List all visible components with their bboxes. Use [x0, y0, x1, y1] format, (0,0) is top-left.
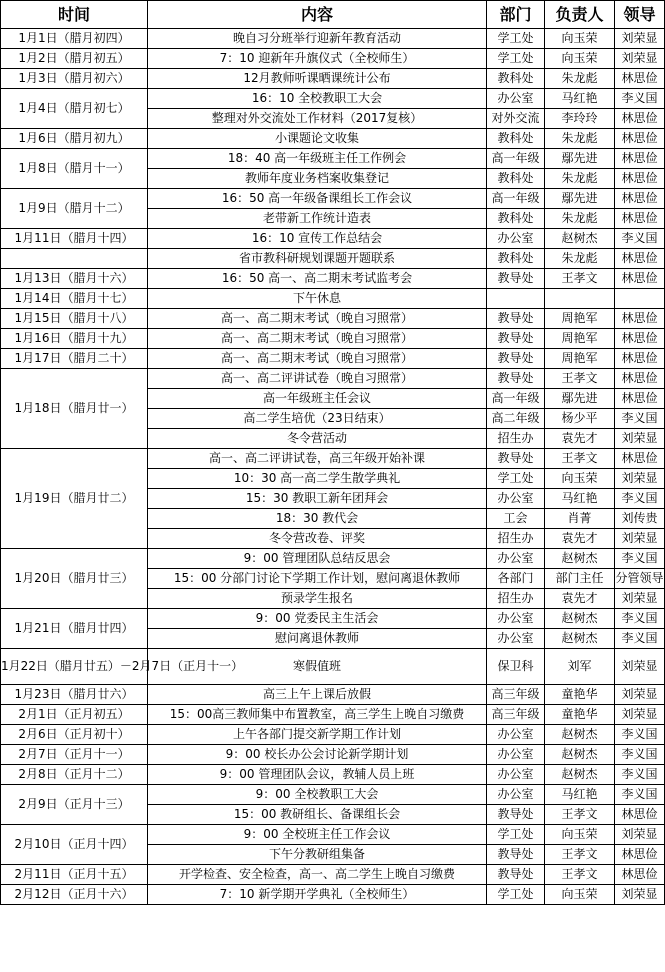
content-cell: 9：00 管理团队会议，教辅人员上班 — [148, 765, 487, 785]
content-cell: 高一、高二期末考试（晚自习照常） — [148, 349, 487, 369]
header-dept: 部门 — [487, 1, 545, 29]
dept-cell: 学工处 — [487, 885, 545, 905]
dept-cell: 办公室 — [487, 765, 545, 785]
content-cell: 高一年级班主任会议 — [148, 389, 487, 409]
leader-cell: 林思俭 — [615, 149, 665, 169]
leader-cell: 刘荣显 — [615, 429, 665, 449]
date-cell: 2月9日（正月十三） — [1, 785, 148, 825]
leader-cell: 刘荣显 — [615, 49, 665, 69]
dept-cell: 高二年级 — [487, 409, 545, 429]
date-cell: 1月15日（腊月十八） — [1, 309, 148, 329]
table-row — [1, 49, 665, 69]
owner-cell: 鄢先进 — [545, 389, 615, 409]
leader-cell: 刘荣显 — [615, 29, 665, 49]
date-cell: 1月6日（腊月初九） — [1, 129, 148, 149]
date-cell: 2月6日（正月初十） — [1, 725, 148, 745]
content-cell: 教师年度业务档案收集登记 — [148, 169, 487, 189]
owner-cell: 童艳华 — [545, 685, 615, 705]
date-cell: 1月20日（腊月廿三） — [1, 549, 148, 609]
dept-cell: 教导处 — [487, 865, 545, 885]
dept-cell: 高三年级 — [487, 705, 545, 725]
content-cell: 小课题论文收集 — [148, 129, 487, 149]
content-cell: 省市教科研规划课题开题联系 — [148, 249, 487, 269]
date-cell: 1月2日（腊月初五） — [1, 49, 148, 69]
dept-cell: 高三年级 — [487, 685, 545, 705]
owner-cell: 赵树杰 — [545, 229, 615, 249]
content-cell: 慰问离退休教师 — [148, 629, 487, 649]
content-cell: 下午分教研组集备 — [148, 845, 487, 865]
table-row — [1, 349, 665, 369]
owner-cell: 赵树杰 — [545, 725, 615, 745]
dept-cell: 办公室 — [487, 229, 545, 249]
table-row — [1, 609, 665, 629]
owner-cell: 赵树杰 — [545, 765, 615, 785]
content-cell: 老带新工作统计造表 — [148, 209, 487, 229]
dept-cell: 办公室 — [487, 629, 545, 649]
owner-cell: 赵树杰 — [545, 609, 615, 629]
dept-cell — [487, 289, 545, 309]
owner-cell: 马红艳 — [545, 489, 615, 509]
date-cell: 1月16日（腊月十九） — [1, 329, 148, 349]
content-cell: 冬令营改卷、评奖 — [148, 529, 487, 549]
content-cell: 7：10 新学期开学典礼（全校师生） — [148, 885, 487, 905]
content-cell: 9：00 党委民主生活会 — [148, 609, 487, 629]
dept-cell: 教导处 — [487, 309, 545, 329]
owner-cell: 周艳军 — [545, 329, 615, 349]
table-row — [1, 229, 665, 249]
content-cell: 15：00 分部门讨论下学期工作计划，慰问离退休教师 — [148, 569, 487, 589]
dept-cell: 教导处 — [487, 449, 545, 469]
dept-cell: 教科处 — [487, 169, 545, 189]
date-cell: 1月14日（腊月十七） — [1, 289, 148, 309]
leader-cell: 林思俭 — [615, 349, 665, 369]
owner-cell: 鄢先进 — [545, 149, 615, 169]
table-row — [1, 189, 665, 209]
leader-cell — [615, 289, 665, 309]
date-cell: 2月10日（正月十四） — [1, 825, 148, 865]
table-row — [1, 865, 665, 885]
content-cell: 预录学生报名 — [148, 589, 487, 609]
dept-cell: 办公室 — [487, 725, 545, 745]
owner-cell: 王孝文 — [545, 269, 615, 289]
content-cell: 高一、高二评讲试卷，高三年级开始补课 — [148, 449, 487, 469]
table-row — [1, 249, 665, 269]
dept-cell: 教科处 — [487, 249, 545, 269]
owner-cell: 赵树杰 — [545, 549, 615, 569]
dept-cell: 工会 — [487, 509, 545, 529]
content-cell: 寒假值班 — [148, 649, 487, 685]
content-cell: 冬令营活动 — [148, 429, 487, 449]
owner-cell: 向玉荣 — [545, 29, 615, 49]
date-cell: 1月13日（腊月十六） — [1, 269, 148, 289]
content-cell: 高三上午上课后放假 — [148, 685, 487, 705]
content-cell: 晚自习分班举行迎新年教育活动 — [148, 29, 487, 49]
owner-cell: 王孝文 — [545, 845, 615, 865]
leader-cell: 分管领导 — [615, 569, 665, 589]
leader-cell: 林思俭 — [615, 845, 665, 865]
content-cell: 9：00 校长办公会讨论新学期计划 — [148, 745, 487, 765]
owner-cell: 袁先才 — [545, 529, 615, 549]
leader-cell: 李义国 — [615, 629, 665, 649]
dept-cell: 高一年级 — [487, 389, 545, 409]
dept-cell: 办公室 — [487, 745, 545, 765]
owner-cell: 王孝文 — [545, 449, 615, 469]
owner-cell: 王孝文 — [545, 805, 615, 825]
owner-cell: 周艳军 — [545, 309, 615, 329]
table-row — [1, 745, 665, 765]
leader-cell: 林思俭 — [615, 169, 665, 189]
table-row — [1, 725, 665, 745]
content-cell: 9：00 全校班主任工作会议 — [148, 825, 487, 845]
owner-cell: 赵树杰 — [545, 745, 615, 765]
content-cell: 7：10 迎新年升旗仪式（全校师生） — [148, 49, 487, 69]
table-row — [1, 309, 665, 329]
owner-cell: 朱龙彪 — [545, 129, 615, 149]
content-cell: 整理对外交流处工作材料（2017复核） — [148, 109, 487, 129]
leader-cell: 林思俭 — [615, 109, 665, 129]
dept-cell: 办公室 — [487, 609, 545, 629]
table-row — [1, 705, 665, 725]
leader-cell: 林思俭 — [615, 189, 665, 209]
date-cell: 1月11日（腊月十四） — [1, 229, 148, 249]
date-cell: 1月9日（腊月十二） — [1, 189, 148, 229]
dept-cell: 招生办 — [487, 589, 545, 609]
owner-cell — [545, 289, 615, 309]
owner-cell: 杨少平 — [545, 409, 615, 429]
content-cell: 9：00 管理团队总结反思会 — [148, 549, 487, 569]
owner-cell: 朱龙彪 — [545, 169, 615, 189]
table-row — [1, 685, 665, 705]
table-row — [1, 765, 665, 785]
content-cell: 15：00 教研组长、备课组长会 — [148, 805, 487, 825]
dept-cell: 高一年级 — [487, 189, 545, 209]
content-cell: 高二学生培优（23日结束） — [148, 409, 487, 429]
header-row — [1, 1, 665, 29]
leader-cell: 李义国 — [615, 549, 665, 569]
owner-cell: 朱龙彪 — [545, 249, 615, 269]
table-row — [1, 269, 665, 289]
owner-cell: 王孝文 — [545, 865, 615, 885]
content-cell: 16：10 宣传工作总结会 — [148, 229, 487, 249]
table-row — [1, 89, 665, 109]
owner-cell: 向玉荣 — [545, 825, 615, 845]
date-cell — [1, 249, 148, 269]
date-cell: 1月3日（腊月初六） — [1, 69, 148, 89]
date-cell: 1月19日（腊月廿二） — [1, 449, 148, 549]
content-cell: 18：30 教代会 — [148, 509, 487, 529]
leader-cell: 刘荣显 — [615, 649, 665, 685]
owner-cell: 部门主任 — [545, 569, 615, 589]
table-row — [1, 649, 665, 685]
content-cell: 15：30 教职工新年团拜会 — [148, 489, 487, 509]
dept-cell: 学工处 — [487, 49, 545, 69]
table-row — [1, 29, 665, 49]
owner-cell: 童艳华 — [545, 705, 615, 725]
date-cell: 1月1日（腊月初四） — [1, 29, 148, 49]
dept-cell: 教导处 — [487, 805, 545, 825]
date-cell: 1月21日（腊月廿四） — [1, 609, 148, 649]
dept-cell: 办公室 — [487, 785, 545, 805]
content-cell: 16：50 高一、高二期末考试监考会 — [148, 269, 487, 289]
table-row — [1, 785, 665, 805]
dept-cell: 招生办 — [487, 529, 545, 549]
table-row — [1, 329, 665, 349]
leader-cell: 林思俭 — [615, 69, 665, 89]
dept-cell: 学工处 — [487, 29, 545, 49]
owner-cell: 李玲玲 — [545, 109, 615, 129]
content-cell: 16：50 高一年级备课组长工作会议 — [148, 189, 487, 209]
leader-cell: 林思俭 — [615, 369, 665, 389]
leader-cell: 林思俭 — [615, 389, 665, 409]
table-row — [1, 369, 665, 389]
table-row — [1, 885, 665, 905]
header-owner: 负责人 — [545, 1, 615, 29]
leader-cell: 刘荣显 — [615, 529, 665, 549]
leader-cell: 李义国 — [615, 489, 665, 509]
content-cell: 12月教师听课晒课统计公布 — [148, 69, 487, 89]
content-cell: 18：40 高一年级班主任工作例会 — [148, 149, 487, 169]
date-cell: 1月22日（腊月廿五）－2月7日（正月十一） — [1, 649, 148, 685]
leader-cell: 李义国 — [615, 89, 665, 109]
dept-cell: 教导处 — [487, 269, 545, 289]
leader-cell: 李义国 — [615, 765, 665, 785]
dept-cell: 对外交流 — [487, 109, 545, 129]
dept-cell: 教导处 — [487, 349, 545, 369]
owner-cell: 向玉荣 — [545, 885, 615, 905]
table-row — [1, 549, 665, 569]
dept-cell: 学工处 — [487, 825, 545, 845]
leader-cell: 刘荣显 — [615, 589, 665, 609]
owner-cell: 王孝文 — [545, 369, 615, 389]
content-cell: 高一、高二评讲试卷（晚自习照常） — [148, 369, 487, 389]
content-cell: 下午休息 — [148, 289, 487, 309]
date-cell: 1月23日（腊月廿六） — [1, 685, 148, 705]
content-cell: 高一、高二期末考试（晚自习照常） — [148, 309, 487, 329]
dept-cell: 办公室 — [487, 549, 545, 569]
leader-cell: 林思俭 — [615, 329, 665, 349]
dept-cell: 教科处 — [487, 209, 545, 229]
owner-cell: 袁先才 — [545, 589, 615, 609]
leader-cell: 刘荣显 — [615, 705, 665, 725]
table-row — [1, 825, 665, 845]
header-content: 内容 — [148, 1, 487, 29]
dept-cell: 教导处 — [487, 329, 545, 349]
date-cell: 2月11日（正月十五） — [1, 865, 148, 885]
dept-cell: 教科处 — [487, 129, 545, 149]
leader-cell: 林思俭 — [615, 269, 665, 289]
leader-cell: 李义国 — [615, 725, 665, 745]
owner-cell: 马红艳 — [545, 785, 615, 805]
owner-cell: 袁先才 — [545, 429, 615, 449]
leader-cell: 林思俭 — [615, 449, 665, 469]
leader-cell: 李义国 — [615, 229, 665, 249]
dept-cell: 学工处 — [487, 469, 545, 489]
content-cell: 16：10 全校教职工大会 — [148, 89, 487, 109]
owner-cell: 肖菁 — [545, 509, 615, 529]
table-row — [1, 449, 665, 469]
date-cell: 2月1日（正月初五） — [1, 705, 148, 725]
leader-cell: 林思俭 — [615, 805, 665, 825]
owner-cell: 朱龙彪 — [545, 209, 615, 229]
date-cell: 1月17日（腊月二十） — [1, 349, 148, 369]
date-cell: 1月18日（腊月廿一） — [1, 369, 148, 449]
leader-cell: 李义国 — [615, 785, 665, 805]
dept-cell: 教导处 — [487, 845, 545, 865]
leader-cell: 李义国 — [615, 609, 665, 629]
table-row — [1, 149, 665, 169]
leader-cell: 林思俭 — [615, 309, 665, 329]
owner-cell: 鄢先进 — [545, 189, 615, 209]
owner-cell: 朱龙彪 — [545, 69, 615, 89]
table-row — [1, 129, 665, 149]
owner-cell: 赵树杰 — [545, 629, 615, 649]
leader-cell: 刘荣显 — [615, 469, 665, 489]
table-row — [1, 69, 665, 89]
date-cell: 2月12日（正月十六） — [1, 885, 148, 905]
dept-cell: 办公室 — [487, 89, 545, 109]
content-cell: 9：00 全校教职工大会 — [148, 785, 487, 805]
leader-cell: 林思俭 — [615, 129, 665, 149]
date-cell: 1月4日（腊月初七） — [1, 89, 148, 129]
header-leader: 领导 — [615, 1, 665, 29]
dept-cell: 各部门 — [487, 569, 545, 589]
content-cell: 高一、高二期末考试（晚自习照常） — [148, 329, 487, 349]
owner-cell: 向玉荣 — [545, 469, 615, 489]
content-cell: 10：30 高一高二学生散学典礼 — [148, 469, 487, 489]
dept-cell: 高一年级 — [487, 149, 545, 169]
leader-cell: 刘荣显 — [615, 885, 665, 905]
leader-cell: 刘传贵 — [615, 509, 665, 529]
date-cell: 2月8日（正月十二） — [1, 765, 148, 785]
date-cell: 1月8日（腊月十一） — [1, 149, 148, 189]
leader-cell: 刘荣显 — [615, 825, 665, 845]
dept-cell: 教导处 — [487, 369, 545, 389]
content-cell: 开学检查、安全检查，高一、高二学生上晚自习缴费 — [148, 865, 487, 885]
dept-cell: 招生办 — [487, 429, 545, 449]
content-cell: 上午各部门提交新学期工作计划 — [148, 725, 487, 745]
leader-cell: 林思俭 — [615, 209, 665, 229]
dept-cell: 保卫科 — [487, 649, 545, 685]
table-row — [1, 289, 665, 309]
leader-cell: 李义国 — [615, 745, 665, 765]
dept-cell: 办公室 — [487, 489, 545, 509]
dept-cell: 教科处 — [487, 69, 545, 89]
owner-cell: 刘军 — [545, 649, 615, 685]
leader-cell: 刘荣显 — [615, 685, 665, 705]
owner-cell: 向玉荣 — [545, 49, 615, 69]
content-cell: 15：00高三教师集中布置教室，高三学生上晚自习缴费 — [148, 705, 487, 725]
owner-cell: 马红艳 — [545, 89, 615, 109]
leader-cell: 林思俭 — [615, 865, 665, 885]
owner-cell: 周艳军 — [545, 349, 615, 369]
date-cell: 2月7日（正月十一） — [1, 745, 148, 765]
leader-cell: 李义国 — [615, 409, 665, 429]
header-time: 时间 — [1, 1, 148, 29]
leader-cell: 林思俭 — [615, 249, 665, 269]
